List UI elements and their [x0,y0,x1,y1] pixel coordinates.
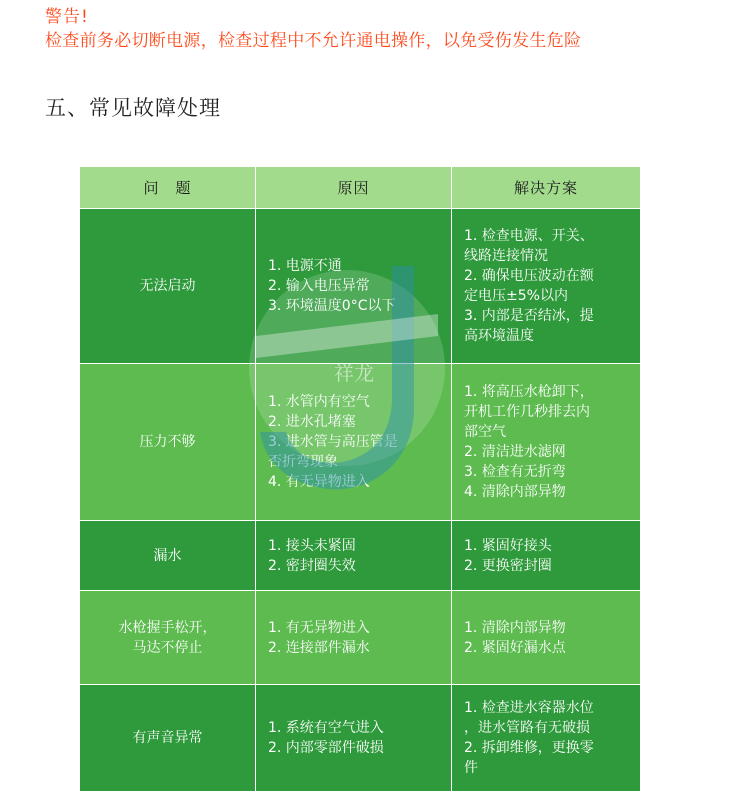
troubleshooting-table [79,166,641,792]
solution-line: 2. 紧固好漏水点 [464,639,566,656]
header-cause: 原因 [256,167,452,209]
table-row [80,685,641,792]
solution-line: 高环境温度 [464,328,534,344]
header-solution: 解决方案 [452,167,641,209]
solution-line: 3. 内部是否结冰，提 [464,308,594,324]
solution-cell [452,685,641,792]
problem-text: 无法启动 [139,278,196,294]
problem-cell [80,685,256,792]
table-row [80,521,641,591]
problem-cell [80,209,256,364]
problem-text: 压力不够 [139,434,196,450]
solution-line: 2. 确保电压波动在额 [464,268,594,284]
cause-line: 1. 接头未紧固 [268,537,356,554]
solution-line: 1. 检查电源、开关、 [464,228,594,244]
solution-line: 开机工作几秒排去内 [464,404,590,420]
solution-line: 1. 紧固好接头 [464,537,552,554]
troubleshooting-table-container [79,166,640,790]
problem-text: 有声音异常 [132,730,203,746]
warning-title: 警告! [45,7,89,27]
solution-line: 1. 清除内部异物 [464,619,566,636]
solution-line: 部空气 [464,424,506,440]
cause-cell [256,209,452,364]
solution-line: 定电压±5%以内 [464,288,568,304]
cause-line: 1. 系统有空气进入 [268,720,384,736]
solution-line: 3. 检查有无折弯 [464,464,566,480]
solution-cell [452,521,641,591]
problem-cell [80,591,256,685]
problem-text: 水枪握手松开， [118,619,217,636]
table-row [80,591,641,685]
problem-text: 马达不停止 [132,639,203,656]
cause-line: 2. 密封圈失效 [268,557,356,574]
cause-line: 2. 进水孔堵塞 [268,414,356,430]
solution-line: 2. 更换密封圈 [464,557,552,574]
solution-line: 1. 将高压水枪卸下， [464,384,594,400]
solution-line: 线路连接情况 [464,248,548,264]
section-heading: 五、常见故障处理 [45,96,221,120]
cause-line: 1. 有无异物进入 [268,619,370,636]
solution-line: 件 [464,760,478,776]
cause-line: 3. 进水管与高压管是 [268,434,398,450]
cause-line: 1. 电源不通 [268,258,342,274]
table-header-row [80,167,641,209]
cause-cell [256,364,452,521]
cause-cell [256,685,452,792]
cause-line: 1. 水管内有空气 [268,394,370,410]
solution-line: 4. 清除内部异物 [464,484,566,500]
cause-line: 2. 内部零部件破损 [268,740,384,756]
cause-line: 否折弯现象 [268,454,338,470]
solution-line: 2. 拆卸维修，更换零 [464,740,594,756]
cause-line: 2. 输入电压异常 [268,278,370,294]
solution-line: ，进水管路有无破损 [464,720,590,736]
solution-cell [452,591,641,685]
table-row [80,209,641,364]
solution-line: 2. 清洁进水滤网 [464,444,566,460]
solution-line: 1. 检查进水容器水位 [464,700,594,716]
problem-cell [80,521,256,591]
cause-cell [256,591,452,685]
cause-line: 2. 连接部件漏水 [268,639,370,656]
cause-cell [256,521,452,591]
cause-line: 3. 环境温度0°C以下 [268,298,396,314]
watermark-text: 祥龙 [334,361,374,385]
cause-line: 4. 有无异物进入 [268,474,370,490]
table-row [80,364,641,521]
solution-cell [452,364,641,521]
solution-cell [452,209,641,364]
problem-text: 漏水 [153,547,182,564]
header-problem: 问 题 [80,167,256,209]
problem-cell [80,364,256,521]
warning-text: 检查前务必切断电源，检查过程中不允许通电操作，以免受伤发生危险 [45,31,582,51]
